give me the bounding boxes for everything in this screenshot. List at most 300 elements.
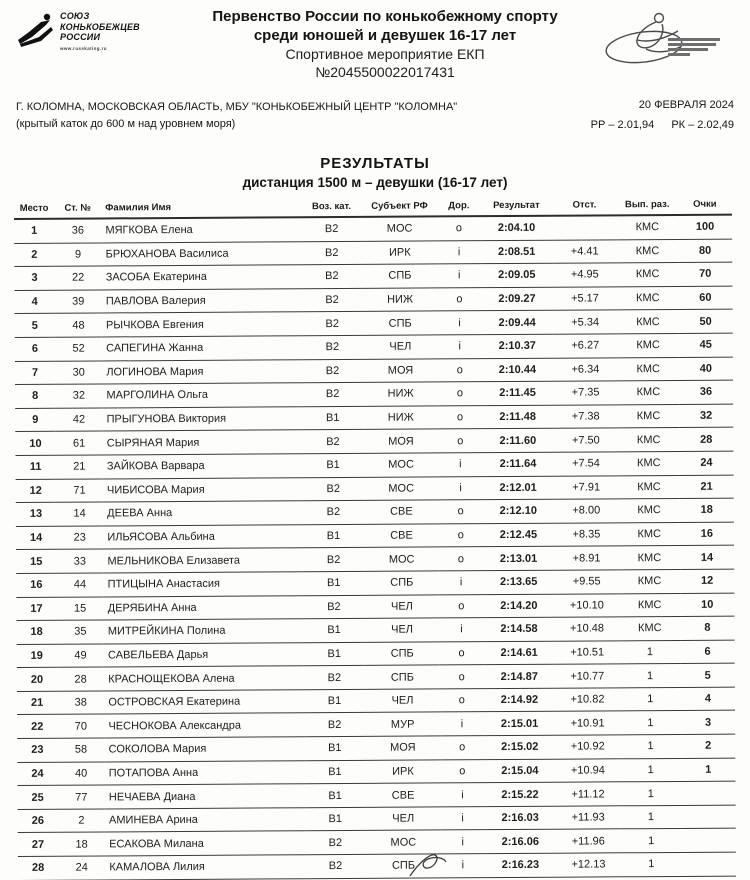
rank-cell: КМС: [619, 617, 680, 641]
pen-mark: [408, 850, 448, 880]
age-category-cell: В1: [302, 406, 363, 430]
result-cell: 2:14.92: [484, 688, 556, 712]
rank-cell: КМС: [618, 451, 679, 475]
table-row: [18, 852, 736, 880]
union-logo-line1: СОЮЗ: [60, 11, 90, 21]
result-cell: 2:14.61: [483, 641, 555, 665]
gap-cell: +8.91: [554, 546, 619, 570]
gap-cell: +10.94: [556, 758, 621, 782]
points-cell: 24: [679, 451, 733, 475]
gap-cell: +7.54: [554, 452, 619, 476]
result-cell: 2:10.37: [481, 334, 553, 358]
region-cell: СВЕ: [364, 500, 439, 524]
name-cell: ЧЕСНОКОВА Александра: [104, 713, 304, 738]
bib-cell: 22: [55, 266, 102, 290]
bib-cell: 58: [57, 738, 104, 762]
points-cell: 3: [681, 711, 735, 735]
lane-cell: o: [440, 665, 484, 689]
place-cell: 23: [17, 738, 57, 762]
points-cell: 10: [680, 593, 734, 617]
place-cell: 11: [15, 455, 55, 479]
lane-cell: o: [439, 523, 483, 547]
points-cell: 21: [679, 475, 733, 499]
bib-cell: 36: [54, 218, 101, 242]
result-cell: 2:16.06: [484, 830, 556, 854]
result-cell: 2:16.03: [484, 806, 556, 830]
venue-block: [16, 99, 457, 133]
region-cell: МОС: [362, 216, 437, 241]
rank-cell: 1: [620, 687, 681, 711]
gap-cell: +6.27: [553, 334, 618, 358]
gap-cell: +10.91: [555, 711, 620, 735]
document-header: [0, 0, 750, 81]
date-records-block: [577, 99, 734, 132]
name-cell: ДЕЕВА Анна: [103, 501, 303, 526]
age-category-cell: В1: [305, 807, 366, 831]
points-cell: 70: [678, 262, 732, 286]
place-cell: 18: [16, 620, 56, 644]
region-cell: ЧЕЛ: [365, 689, 440, 713]
col-place: Место: [14, 202, 54, 219]
rank-cell: КМС: [619, 593, 680, 617]
bib-cell: 33: [56, 549, 103, 573]
place-cell: 24: [17, 762, 57, 786]
lane-cell: o: [440, 759, 484, 783]
rank-cell: 1: [620, 782, 681, 806]
place-cell: 27: [18, 833, 58, 857]
age-category-cell: В1: [304, 689, 365, 713]
gap-cell: +10.77: [555, 664, 620, 688]
bib-cell: 77: [58, 785, 105, 809]
points-cell: 80: [678, 239, 732, 263]
lane-cell: i: [438, 335, 482, 359]
place-cell: 16: [16, 573, 56, 597]
place-cell: 13: [16, 502, 56, 526]
region-cell: СПБ: [362, 264, 437, 288]
gap-cell: +10.92: [555, 735, 620, 759]
rank-cell: 1: [620, 805, 681, 829]
gap-cell: +6.34: [553, 357, 618, 381]
points-cell: 1: [681, 758, 735, 782]
result-cell: 2:15.01: [484, 712, 556, 736]
age-category-cell: В1: [302, 453, 363, 477]
lane-cell: i: [439, 618, 483, 642]
rink-record: РК – 2.02,49: [671, 119, 734, 131]
region-cell: МОС: [364, 547, 439, 571]
age-category-cell: В2: [304, 666, 365, 690]
age-category-cell: В2: [302, 312, 363, 336]
place-cell: 25: [17, 785, 57, 809]
col-rank: Вып. раз.: [617, 198, 678, 215]
col-lane: Дор.: [437, 199, 481, 216]
event-date: 20 ФЕВРАЛЯ 2024: [638, 99, 734, 111]
name-cell: ЕСАКОВА Милана: [105, 831, 305, 856]
points-cell: [681, 805, 735, 829]
rank-cell: КМС: [618, 404, 679, 428]
region-cell: МОС: [364, 453, 439, 477]
results-title: РЕЗУЛЬТАТЫ: [320, 155, 430, 172]
venue-line1: Г. КОЛОМНА, МОСКОВСКАЯ ОБЛАСТЬ, МБУ "КОНЬКОБЕЖНЫЙ ЦЕНТР "КОЛОМНА": [16, 101, 458, 113]
region-cell: ИРК: [365, 760, 440, 784]
result-cell: 2:09.44: [481, 311, 553, 335]
bib-cell: 70: [57, 714, 104, 738]
rank-cell: КМС: [618, 475, 679, 499]
name-cell: ИЛЬЯСОВА Альбина: [103, 524, 303, 549]
name-cell: КАМАЛОВА Лилия: [105, 855, 305, 880]
points-cell: 5: [681, 663, 735, 687]
age-category-cell: В2: [303, 595, 364, 619]
age-category-cell: В2: [303, 548, 364, 572]
rank-cell: 1: [620, 711, 681, 735]
points-cell: 36: [679, 380, 733, 404]
points-cell: 100: [678, 215, 732, 239]
name-cell: ОСТРОВСКАЯ Екатерина: [104, 690, 304, 715]
points-cell: 40: [679, 357, 733, 381]
region-cell: МОЯ: [365, 736, 440, 760]
name-cell: САПЕГИНА Жанна: [102, 336, 302, 361]
region-cell: СПБ: [366, 854, 441, 878]
place-cell: 22: [17, 715, 57, 739]
col-points: Очки: [678, 198, 732, 215]
place-cell: 6: [15, 337, 55, 361]
rank-cell: КМС: [619, 569, 680, 593]
rank-cell: 1: [619, 664, 680, 688]
union-logo-line3: РОССИИ: [60, 32, 101, 42]
gap-cell: +7.91: [554, 475, 619, 499]
place-cell: 3: [14, 266, 54, 290]
place-cell: 9: [15, 408, 55, 432]
bib-cell: 32: [55, 384, 102, 408]
gap-cell: +10.82: [555, 688, 620, 712]
rank-cell: 1: [620, 758, 681, 782]
age-category-cell: В1: [303, 571, 364, 595]
results-subtitle: дистанция 1500 м – девушки (16-17 лет): [242, 175, 508, 190]
col-region: Субъект РФ: [362, 199, 437, 216]
bib-cell: 52: [55, 337, 102, 361]
lane-cell: o: [439, 594, 483, 618]
region-cell: МОС: [366, 830, 441, 854]
bib-cell: 18: [58, 832, 105, 856]
region-cell: НИЖ: [363, 406, 438, 430]
bib-cell: 44: [56, 573, 103, 597]
points-cell: 60: [678, 286, 732, 310]
bib-cell: 71: [56, 478, 103, 502]
union-logo-text: [60, 11, 140, 54]
age-category-cell: В2: [301, 241, 362, 265]
speed-skater-silhouette-icon: [16, 11, 56, 56]
age-category-cell: В2: [301, 288, 362, 312]
bib-cell: 14: [56, 502, 103, 526]
gap-cell: +7.50: [554, 428, 619, 452]
place-cell: 5: [15, 314, 55, 338]
col-name: Фамилия Имя: [101, 200, 301, 218]
points-cell: 50: [678, 309, 732, 333]
name-cell: ЗАЙКОВА Варвара: [103, 454, 303, 479]
points-cell: 32: [679, 404, 733, 428]
result-cell: 2:08.51: [481, 240, 553, 264]
rank-cell: КМС: [617, 239, 678, 263]
name-cell: ДЕРЯБИНА Анна: [104, 595, 304, 620]
place-cell: 2: [14, 243, 54, 267]
lane-cell: o: [437, 216, 481, 240]
lane-cell: o: [438, 429, 482, 453]
age-category-cell: В2: [301, 217, 362, 241]
region-cell: СПБ: [365, 665, 440, 689]
bib-cell: 48: [55, 313, 102, 337]
rank-cell: КМС: [617, 310, 678, 334]
region-cell: ЧЕЛ: [364, 594, 439, 618]
name-cell: ЛОГИНОВА Мария: [102, 359, 302, 384]
place-cell: 1: [14, 219, 54, 243]
gap-cell: +11.96: [556, 829, 621, 853]
result-cell: 2:12.01: [482, 476, 554, 500]
gap-cell: +8.35: [554, 523, 619, 547]
name-cell: ПРЫГУНОВА Виктория: [103, 406, 303, 431]
rank-cell: 1: [619, 640, 680, 664]
col-age-category: Воз. кат.: [301, 200, 362, 217]
place-cell: 20: [17, 668, 57, 692]
gap-cell: +11.93: [556, 806, 621, 830]
result-cell: 2:09.05: [481, 263, 553, 287]
age-category-cell: В1: [304, 784, 365, 808]
age-category-cell: В1: [304, 736, 365, 760]
name-cell: БРЮХАНОВА Василиса: [102, 241, 302, 266]
points-cell: 14: [680, 545, 734, 569]
place-cell: 4: [14, 290, 54, 314]
region-cell: СВЕ: [366, 783, 441, 807]
results-table: [14, 198, 736, 880]
russian-record: РР – 2.01,94: [590, 119, 655, 131]
col-result: Результат: [481, 199, 553, 216]
result-cell: 2:11.48: [482, 405, 554, 429]
result-cell: 2:14.20: [483, 594, 555, 618]
points-cell: 8: [680, 616, 734, 640]
region-cell: НИЖ: [363, 382, 438, 406]
lane-cell: o: [440, 736, 484, 760]
gap-cell: +8.00: [554, 499, 619, 523]
age-category-cell: В2: [304, 713, 365, 737]
region-cell: ЧЕЛ: [365, 618, 440, 642]
age-category-cell: В1: [304, 760, 365, 784]
age-category-cell: В2: [302, 359, 363, 383]
lane-cell: o: [439, 547, 483, 571]
age-category-cell: В2: [305, 854, 366, 878]
lane-cell: i: [438, 453, 482, 477]
points-cell: 4: [681, 687, 735, 711]
col-bib: Ст. №: [54, 201, 101, 218]
lane-cell: o: [437, 287, 481, 311]
result-cell: 2:11.60: [482, 429, 554, 453]
age-category-cell: В2: [303, 477, 364, 501]
region-cell: МОС: [364, 476, 439, 500]
place-cell: 10: [15, 432, 55, 456]
rank-cell: КМС: [619, 522, 680, 546]
bib-cell: 9: [54, 243, 101, 267]
result-cell: 2:12.45: [483, 523, 555, 547]
rank-cell: КМС: [619, 546, 680, 570]
bib-cell: 24: [58, 856, 105, 880]
bib-cell: 2: [58, 809, 105, 833]
points-cell: [682, 852, 736, 876]
name-cell: ПАВЛОВА Валерия: [102, 289, 302, 314]
lane-cell: i: [441, 830, 485, 854]
points-cell: 18: [680, 498, 734, 522]
skater-line-art-icon: [602, 58, 734, 75]
gap-cell: +9.55: [554, 570, 619, 594]
union-logo-line2: КОНЬКОБЕЖЦЕВ: [60, 21, 140, 32]
region-cell: ЧЕЛ: [366, 807, 441, 831]
title-block: [168, 7, 602, 81]
result-cell: 2:10.44: [482, 358, 554, 382]
age-category-cell: В1: [304, 642, 365, 666]
bib-cell: 35: [57, 620, 104, 644]
lane-cell: o: [439, 500, 483, 524]
region-cell: СПБ: [364, 571, 439, 595]
bib-cell: 15: [57, 596, 104, 620]
event-title-line2: среди юношей и девушек 16-17 лет: [253, 27, 517, 44]
place-cell: 7: [15, 361, 55, 385]
age-category-cell: В2: [301, 265, 362, 289]
lane-cell: o: [438, 405, 482, 429]
name-cell: СЫРЯНАЯ Мария: [103, 430, 303, 455]
place-cell: 19: [17, 644, 57, 668]
region-cell: НИЖ: [363, 288, 438, 312]
age-category-cell: В2: [302, 383, 363, 407]
lane-cell: o: [440, 689, 484, 713]
place-cell: 21: [17, 691, 57, 715]
bib-cell: 21: [56, 455, 103, 479]
bib-cell: 42: [55, 408, 102, 432]
bib-cell: 30: [55, 361, 102, 385]
place-cell: 12: [16, 479, 56, 503]
place-cell: 28: [18, 856, 58, 880]
result-cell: 2:09.27: [481, 287, 553, 311]
place-cell: 8: [15, 384, 55, 408]
meta-row: [0, 81, 750, 133]
gap-cell: +5.34: [553, 310, 618, 334]
points-cell: 28: [679, 427, 733, 451]
rank-cell: КМС: [618, 499, 679, 523]
age-category-cell: В2: [303, 500, 364, 524]
region-cell: СПБ: [365, 642, 440, 666]
rank-cell: 1: [620, 735, 681, 759]
name-cell: ЧИБИСОВА Мария: [103, 477, 303, 502]
lane-cell: i: [437, 264, 481, 288]
gap-cell: +10.48: [555, 617, 620, 641]
rank-cell: КМС: [617, 286, 678, 310]
place-cell: 17: [16, 597, 56, 621]
points-cell: 2: [681, 734, 735, 758]
skating-union-logo: [16, 7, 168, 56]
name-cell: ПОТАПОВА Анна: [105, 760, 305, 785]
lane-cell: i: [439, 476, 483, 500]
rank-cell: КМС: [618, 428, 679, 452]
rank-cell: 1: [621, 852, 682, 876]
result-cell: 2:14.58: [483, 617, 555, 641]
name-cell: МАРГОЛИНА Ольга: [102, 383, 302, 408]
age-category-cell: В2: [305, 831, 366, 855]
lane-cell: i: [439, 571, 483, 595]
lane-cell: i: [441, 783, 485, 807]
gap-cell: +10.10: [555, 593, 620, 617]
result-cell: 2:13.01: [483, 547, 555, 571]
lane-cell: i: [440, 712, 484, 736]
gap-cell: +4.41: [552, 239, 617, 263]
name-cell: ЗАСОБА Екатерина: [102, 265, 302, 290]
points-cell: 16: [680, 522, 734, 546]
rank-cell: КМС: [617, 215, 678, 239]
place-cell: 15: [16, 550, 56, 574]
col-gap: Отст.: [552, 198, 617, 215]
region-cell: ИРК: [362, 241, 437, 265]
name-cell: РЫЧКОВА Евгения: [102, 312, 302, 337]
name-cell: КРАСНОЩЕКОВА Алена: [104, 666, 304, 691]
points-cell: [681, 781, 735, 805]
lane-cell: o: [440, 641, 484, 665]
place-cell: 26: [18, 809, 58, 833]
result-cell: 2:13.65: [483, 570, 555, 594]
lane-cell: i: [438, 311, 482, 335]
region-cell: СПБ: [363, 311, 438, 335]
name-cell: САВЕЛЬЕВА Дарья: [104, 642, 304, 667]
bib-cell: 39: [55, 290, 102, 314]
gap-cell: +7.35: [553, 381, 618, 405]
gap-cell: [552, 215, 617, 239]
region-cell: МУР: [365, 712, 440, 736]
bib-cell: 40: [58, 762, 105, 786]
age-category-cell: В1: [303, 618, 364, 642]
region-cell: ЧЕЛ: [363, 335, 438, 359]
result-cell: 2:12.10: [482, 499, 554, 523]
gap-cell: +5.17: [553, 287, 618, 311]
rank-cell: 1: [621, 829, 682, 853]
bib-cell: 23: [56, 526, 103, 550]
event-title-line1: Первенство России по конькобежному спорту: [212, 8, 558, 25]
results-table-body: [14, 215, 736, 880]
lane-cell: o: [438, 382, 482, 406]
lane-cell: o: [438, 358, 482, 382]
points-cell: 6: [680, 640, 734, 664]
gap-cell: +12.13: [556, 853, 621, 877]
results-heading: [0, 155, 750, 190]
gap-cell: +4.95: [552, 263, 617, 287]
bib-cell: 49: [57, 644, 104, 668]
rank-cell: КМС: [618, 357, 679, 381]
rank-cell: КМС: [617, 333, 678, 357]
points-cell: 12: [680, 569, 734, 593]
result-cell: 2:15.04: [484, 759, 556, 783]
gap-cell: +11.12: [556, 782, 621, 806]
result-cell: 2:04.10: [481, 216, 553, 241]
result-cell: 2:15.22: [484, 782, 556, 806]
skating-center-emblem: [602, 7, 740, 76]
rank-cell: КМС: [617, 263, 678, 287]
bib-cell: 61: [56, 431, 103, 455]
name-cell: МЯГКОВА Елена: [101, 217, 301, 242]
name-cell: СОКОЛОВА Мария: [105, 737, 305, 762]
lane-cell: i: [441, 854, 485, 878]
gap-cell: +10.51: [555, 641, 620, 665]
region-cell: МОЯ: [363, 358, 438, 382]
result-cell: 2:11.45: [482, 381, 554, 405]
result-cell: 2:11.64: [482, 452, 554, 476]
age-category-cell: В2: [302, 430, 363, 454]
result-cell: 2:16.23: [485, 853, 557, 877]
name-cell: ПТИЦЫНА Анастасия: [104, 572, 304, 597]
name-cell: НЕЧАЕВА Диана: [105, 784, 305, 809]
event-title-line3: Спортивное мероприятие ЕКП: [285, 46, 485, 62]
age-category-cell: В1: [303, 524, 364, 548]
